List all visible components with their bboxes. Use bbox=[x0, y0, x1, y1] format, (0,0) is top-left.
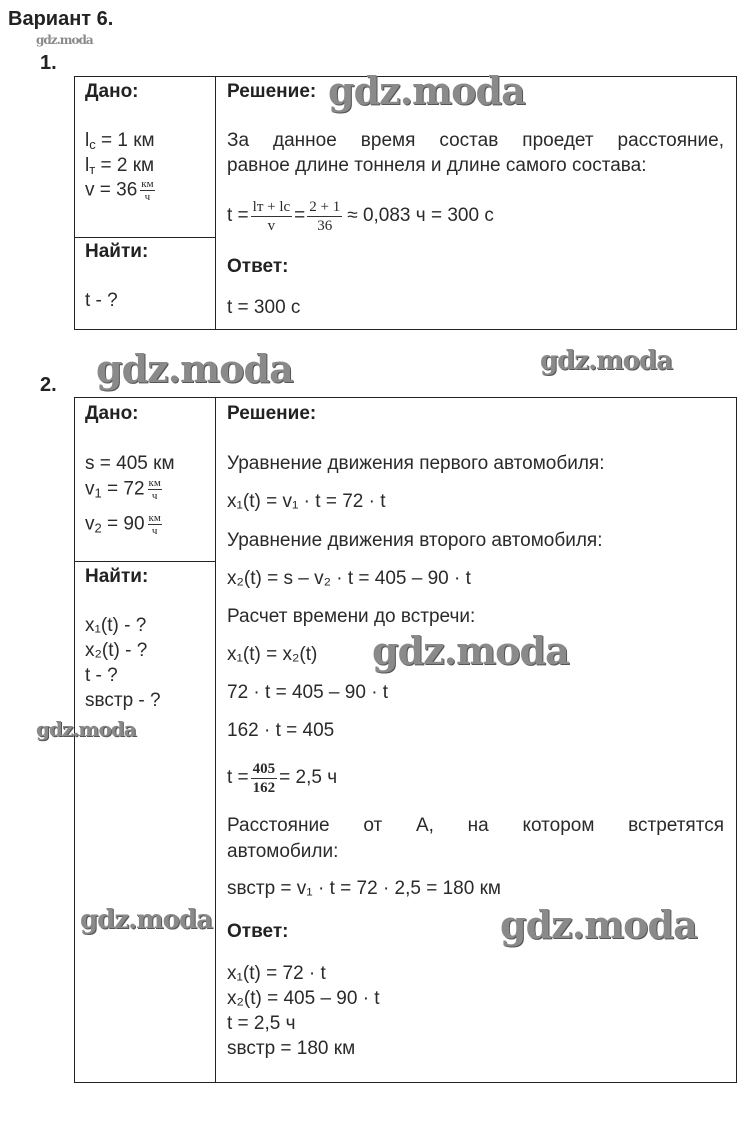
watermark: gdz.moda bbox=[36, 33, 93, 47]
answer-label: Ответ: bbox=[227, 256, 289, 277]
answer-value: t = 300 с bbox=[227, 297, 301, 318]
solution-label: Решение: bbox=[227, 403, 317, 424]
solution-line: Уравнение движения второго автомобиля: bbox=[227, 530, 603, 551]
solution-line: x₁(t) = x₂(t) bbox=[227, 644, 318, 665]
watermark: gdz.moda bbox=[540, 346, 673, 376]
given-v1: $v_1 = 72$ км ч bbox=[85, 477, 161, 502]
given-s: s = 405 км bbox=[85, 453, 175, 474]
watermark: gdz.moda bbox=[500, 902, 697, 947]
given-label: Дано: bbox=[85, 81, 139, 102]
task2-number: 2. bbox=[40, 374, 57, 396]
answer-label: Ответ: bbox=[227, 921, 289, 942]
given-v2: $v_2 = 90$ км ч bbox=[85, 512, 161, 537]
answer-item: sвстр = 180 км bbox=[227, 1038, 356, 1059]
solution-text-2: равное длине тоннеля и длине самого состава: bbox=[227, 155, 647, 176]
divider bbox=[74, 561, 215, 562]
solution-line: Уравнение движения первого автомобиля: bbox=[227, 453, 605, 474]
watermark: gdz.moda bbox=[80, 905, 213, 935]
find-item: t - ? bbox=[85, 665, 118, 686]
solution-line: x₁(t) = v₁ · t = 72 · t bbox=[227, 491, 386, 512]
watermark: gdz.moda bbox=[328, 68, 525, 113]
solution-text: Расстояние от А, на котором встретятся bbox=[227, 815, 724, 836]
distance-formula: sвстр = v₁ · t = 72 · 2,5 = 180 км bbox=[227, 878, 501, 899]
solution-line: 162 · t = 405 bbox=[227, 720, 335, 741]
watermark: gdz.moda bbox=[96, 346, 293, 391]
find-item: sвстр - ? bbox=[85, 690, 161, 711]
solution-formula: t = $\frac{lт + lс}{v}$ = $\frac{2 + 1}{36}$ ≈ 0,083 ч = 300 с bbox=[227, 198, 494, 234]
t-formula: t = $\frac{405}{162}$ = 2,5 ч bbox=[227, 760, 338, 796]
watermark: gdz.moda bbox=[36, 717, 136, 741]
divider bbox=[215, 76, 216, 329]
find-label: Найти: bbox=[85, 566, 149, 587]
task1-number: 1. bbox=[40, 52, 57, 74]
task2-table bbox=[74, 397, 737, 1083]
given-label: Дано: bbox=[85, 403, 139, 424]
answer-item: x₂(t) = 405 – 90 · t bbox=[227, 988, 380, 1009]
variant-title: Вариант 6. bbox=[8, 8, 114, 30]
find-item: x₁(t) - ? bbox=[85, 615, 147, 636]
find-t: t - ? bbox=[85, 290, 118, 311]
answer-item: x₁(t) = 72 · t bbox=[227, 963, 326, 984]
solution-line: 72 · t = 405 – 90 · t bbox=[227, 682, 389, 703]
solution-text: автомобили: bbox=[227, 841, 339, 862]
solution-line: Расчет времени до встречи: bbox=[227, 606, 476, 627]
solution-label: Решение: bbox=[227, 81, 317, 102]
solution-text-1: За данное время состав проедет расстояние, bbox=[227, 130, 724, 151]
divider bbox=[215, 397, 216, 1082]
solution-line: x₂(t) = s – v₂ · t = 405 – 90 · t bbox=[227, 568, 471, 589]
given-lc: $l_с = 1$ км bbox=[85, 130, 155, 152]
find-label: Найти: bbox=[85, 241, 149, 262]
watermark: gdz.moda bbox=[372, 628, 569, 673]
given-v: v = 36 км ч bbox=[85, 178, 154, 203]
find-item: x₂(t) - ? bbox=[85, 640, 148, 661]
answer-item: t = 2,5 ч bbox=[227, 1013, 296, 1034]
divider bbox=[74, 237, 215, 238]
given-lt: $l_т = 2$ км bbox=[85, 155, 155, 177]
